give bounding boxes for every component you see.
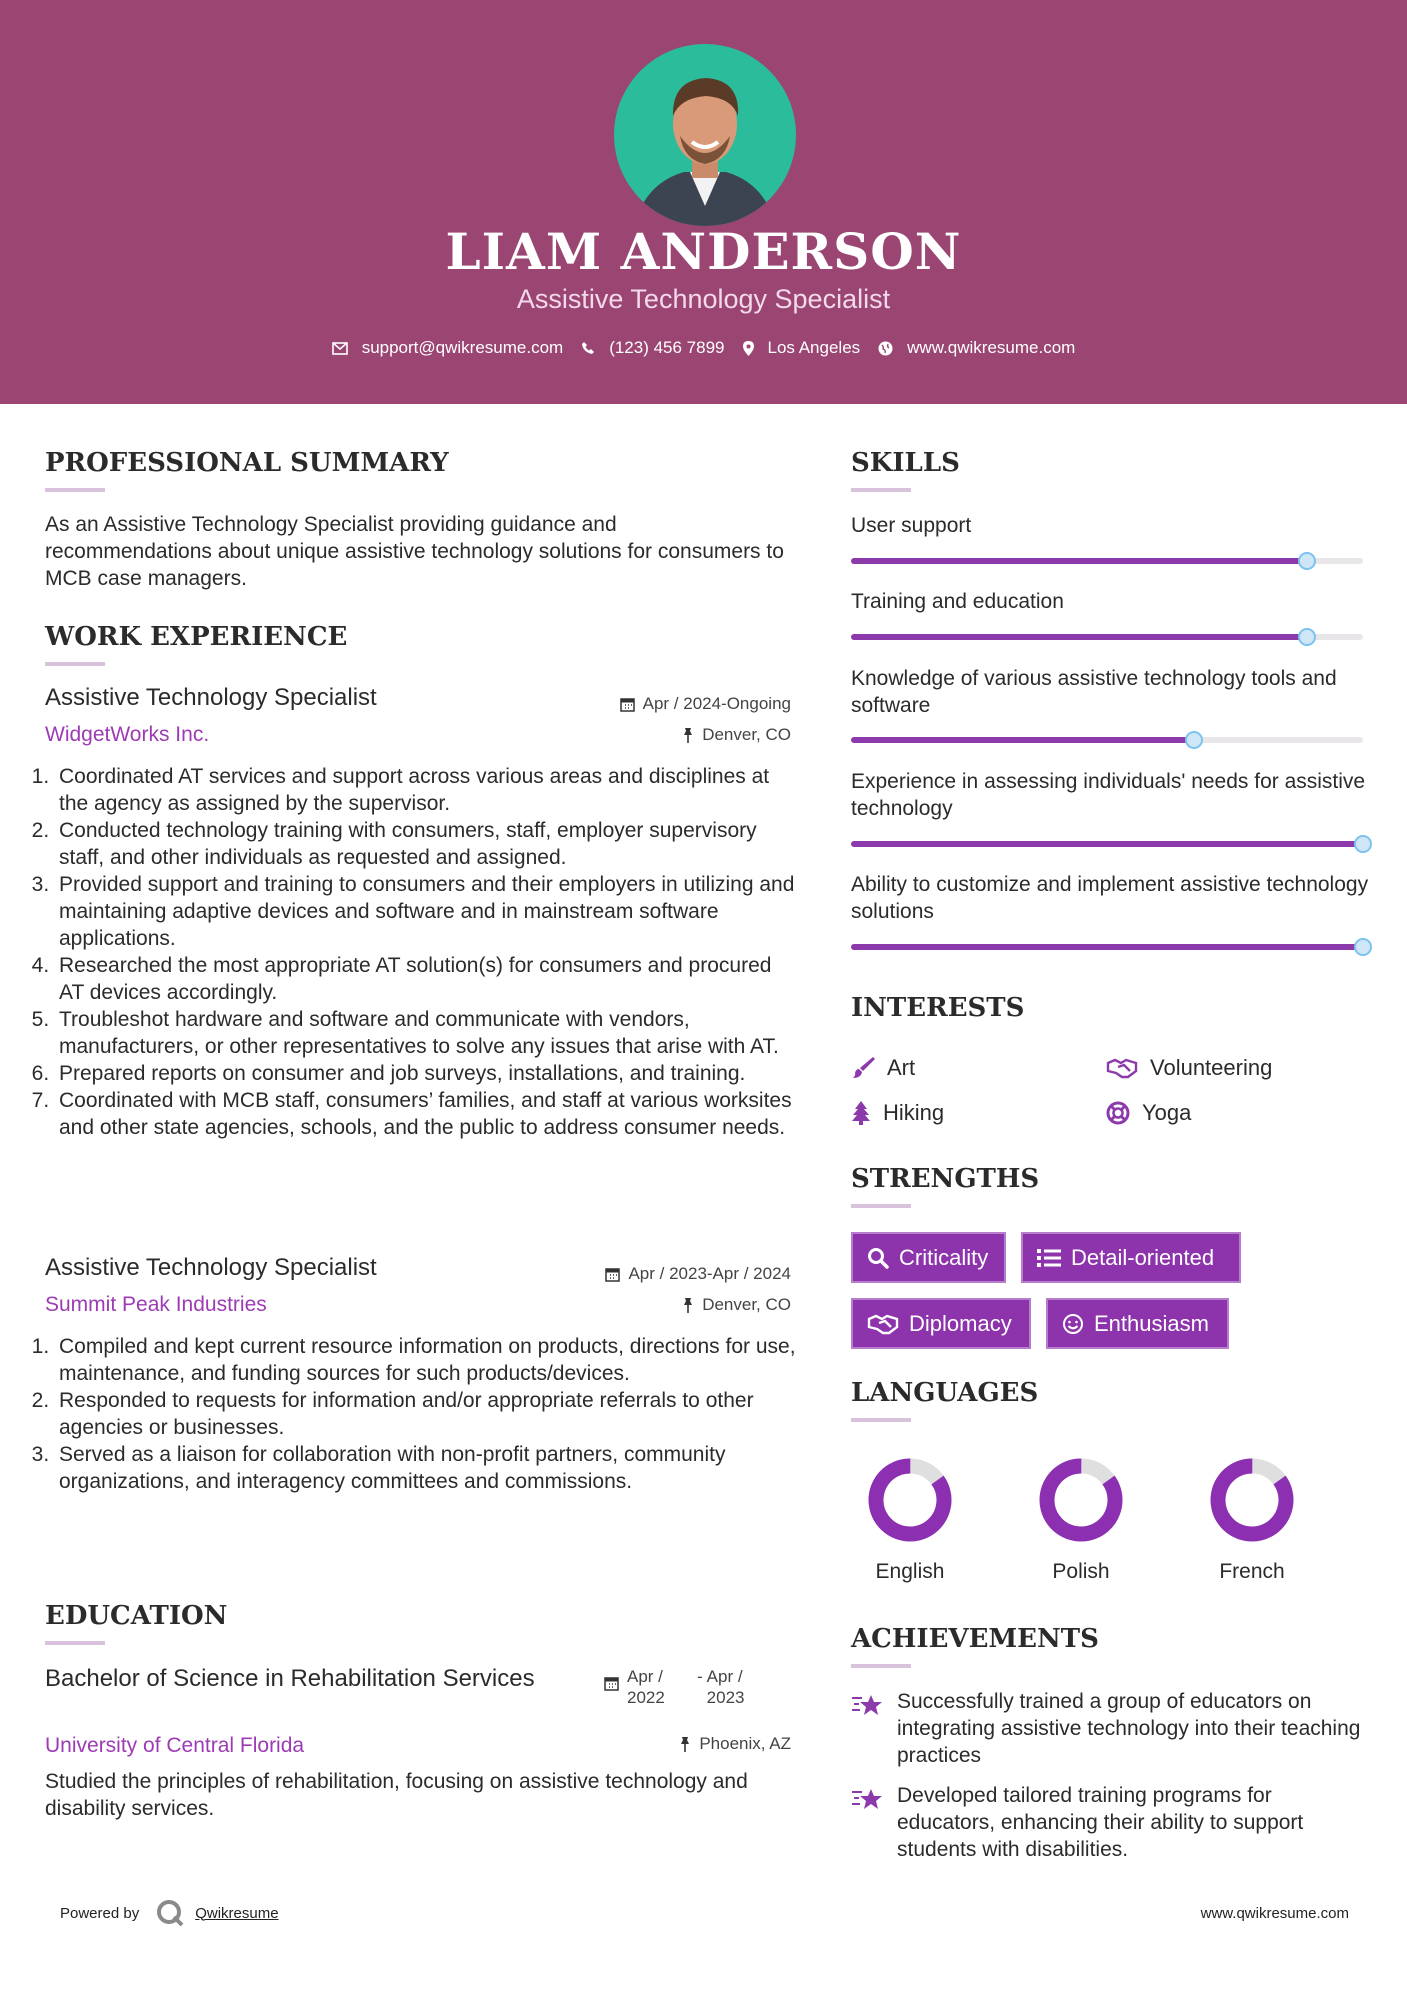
candidate-title: Assistive Technology Specialist xyxy=(516,284,891,314)
lifebuoy-icon xyxy=(1106,1101,1130,1125)
list-item: 2. Responded to requests for information and/or appropriate referrals to other agencies or businesses. xyxy=(55,1387,797,1441)
interest-label: Volunteering xyxy=(1150,1055,1273,1080)
magnifier-icon xyxy=(867,1247,889,1269)
powered-by-text: Powered by xyxy=(60,1904,140,1922)
summary-text: As an Assistive Technology Specialist providing guidance and recommendations about unique assistive technology solutions for consumers to MCB case managers. xyxy=(45,513,784,590)
list-item: 5. Troubleshot hardware and software and communicate with vendors, manufacturers, or other representatives to solve any issues that arise with AT. xyxy=(55,1006,797,1060)
list-item: 4. Researched the most appropriate AT solution(s) for consumers and procured AT devices accordingly. xyxy=(55,952,797,1006)
language-label: Polish xyxy=(1052,1560,1110,1583)
skill-2-bar xyxy=(851,634,1363,640)
candidate-name: LIAM ANDERSON xyxy=(445,222,962,281)
job-1-duties xyxy=(37,763,797,1141)
handshake-icon xyxy=(867,1313,899,1335)
interest-hiking xyxy=(851,1100,944,1126)
calendar-icon xyxy=(604,1676,619,1691)
job-1-date-text: Apr / 2024-Ongoing xyxy=(642,694,791,713)
strength-label: Enthusiasm xyxy=(1094,1310,1209,1336)
interests-heading: INTERESTS xyxy=(851,993,1025,1023)
skill-5-name: Ability to customize and implement assistive technology solutions xyxy=(851,873,1369,923)
job-2-duties xyxy=(37,1333,797,1495)
skill-3-name: Knowledge of various assistive technology tools and software xyxy=(851,667,1337,717)
interest-yoga xyxy=(1106,1100,1191,1126)
list-item: 7. Coordinated with MCB staff, consumers’ families, and staff at various worksites and other state agencies, schools, and the public to address consumer needs. xyxy=(55,1087,797,1141)
education-description: Studied the principles of rehabilitation, focusing on assistive technology and disability services. xyxy=(45,1770,748,1820)
strength-enthusiasm xyxy=(1046,1298,1229,1349)
skill-bar-knob xyxy=(1354,835,1372,853)
person-portrait-icon xyxy=(614,44,796,226)
strength-diplomacy xyxy=(851,1298,1031,1349)
language-label: French xyxy=(1219,1560,1285,1583)
contact-location xyxy=(743,338,861,358)
skill-bar-fill xyxy=(851,841,1363,847)
strengths-divider xyxy=(851,1204,911,1208)
job-2-location xyxy=(682,1295,791,1315)
language-french xyxy=(1192,1455,1312,1584)
skill-2-name: Training and education xyxy=(851,590,1064,613)
skill-4-bar xyxy=(851,841,1363,847)
location-text: Los Angeles xyxy=(767,338,861,357)
language-label: English xyxy=(875,1560,945,1583)
shooting-star-icon xyxy=(851,1786,885,1812)
interest-volunteering xyxy=(1106,1055,1272,1081)
pushpin-icon xyxy=(682,728,694,743)
skill-3-bar xyxy=(851,737,1363,743)
pushpin-icon xyxy=(682,1298,694,1313)
qwikresume-logo-icon xyxy=(155,1898,185,1928)
contact-email[interactable] xyxy=(332,338,564,358)
list-item: 3. Provided support and training to consumers and their employers in utilizing and maintaining adaptive devices and software and in mainstream software applications. xyxy=(55,871,797,952)
education-divider xyxy=(45,1641,105,1645)
list-item: 1. Coordinated AT services and support across various areas and disciplines at the agency as assigned by the supervisor. xyxy=(55,763,797,817)
language-level-donut xyxy=(1036,1455,1126,1545)
achievement-2 xyxy=(851,1782,1371,1863)
languages-heading: LANGUAGES xyxy=(851,1378,1039,1408)
job-1-location-text: Denver, CO xyxy=(702,725,791,744)
skill-bar-fill xyxy=(851,944,1363,950)
languages-divider xyxy=(851,1418,911,1422)
header xyxy=(0,0,1407,404)
handshake-icon xyxy=(1106,1057,1138,1079)
interest-label: Art xyxy=(887,1055,916,1080)
interest-label: Yoga xyxy=(1142,1100,1192,1125)
website-text: www.qwikresume.com xyxy=(907,338,1076,357)
education-start: Apr / 2022 xyxy=(627,1667,665,1707)
donut-fill xyxy=(1036,1455,1126,1545)
shooting-star-icon xyxy=(851,1692,885,1718)
globe-icon xyxy=(878,341,893,356)
work-divider xyxy=(45,662,105,666)
contact-phone[interactable] xyxy=(581,338,724,358)
paintbrush-icon xyxy=(851,1056,875,1080)
skill-bar-fill xyxy=(851,737,1194,743)
map-pin-icon xyxy=(743,341,754,356)
education-dates xyxy=(604,1666,759,1708)
skill-1-bar xyxy=(851,558,1363,564)
phone-text: (123) 456 7899 xyxy=(609,338,725,357)
smiley-icon xyxy=(1062,1313,1084,1335)
skill-bar-fill xyxy=(851,634,1307,640)
work-heading: WORK EXPERIENCE xyxy=(45,622,348,652)
phone-icon xyxy=(581,341,595,355)
calendar-icon xyxy=(620,697,635,712)
donut-fill xyxy=(865,1455,955,1545)
language-level-donut xyxy=(865,1455,955,1545)
pushpin-icon xyxy=(679,1737,691,1752)
education-school: University of Central Florida xyxy=(45,1734,305,1757)
envelope-icon xyxy=(332,342,348,355)
skill-4-name: Experience in assessing individuals' needs for assistive technology xyxy=(851,770,1366,820)
strengths-heading: STRENGTHS xyxy=(851,1164,1040,1194)
education-location-text: Phoenix, AZ xyxy=(699,1734,791,1753)
skill-bar-fill xyxy=(851,558,1307,564)
strength-label: Detail-oriented xyxy=(1071,1244,1215,1270)
interest-art xyxy=(851,1055,915,1081)
job-2-title: Assistive Technology Specialist xyxy=(45,1254,377,1281)
skill-bar-knob xyxy=(1185,731,1203,749)
contact-bar xyxy=(0,338,1407,358)
achievement-text: Developed tailored training programs for educators, enhancing their ability to support students with disabilities. xyxy=(897,1784,1304,1861)
strength-criticality xyxy=(851,1232,1006,1283)
strength-label: Criticality xyxy=(899,1244,989,1270)
summary-divider xyxy=(45,488,105,492)
job-2-location-text: Denver, CO xyxy=(702,1295,791,1314)
list-item: 1. Compiled and kept current resource information on products, directions for use, maintenance, and funding sources for such products/devices. xyxy=(55,1333,797,1387)
skill-bar-knob xyxy=(1298,552,1316,570)
achievement-1 xyxy=(851,1688,1371,1769)
date-separator: - xyxy=(697,1667,703,1686)
strength-detail-oriented xyxy=(1021,1232,1241,1283)
language-english xyxy=(850,1455,970,1584)
achievements-heading: ACHIEVEMENTS xyxy=(851,1624,1099,1654)
language-level-donut xyxy=(1207,1455,1297,1545)
qwikresume-link[interactable]: Qwikresume xyxy=(195,1904,279,1922)
language-polish xyxy=(1021,1455,1141,1584)
skill-bar-knob xyxy=(1298,628,1316,646)
summary-heading: PROFESSIONAL SUMMARY xyxy=(45,448,449,478)
footer-powered-by xyxy=(60,1898,279,1928)
job-1-date xyxy=(620,694,791,714)
job-2-company: Summit Peak Industries xyxy=(45,1293,267,1316)
list-item: 2. Conducted technology training with consumers, staff, employer supervisory staff, and other individuals as requested and assigned. xyxy=(55,817,797,871)
skill-5-bar xyxy=(851,944,1363,950)
interest-label: Hiking xyxy=(883,1100,945,1125)
calendar-icon xyxy=(605,1267,620,1282)
achievements-divider xyxy=(851,1664,911,1668)
job-1-company: WidgetWorks Inc. xyxy=(45,723,210,746)
education-end: Apr / 2023 xyxy=(706,1667,745,1707)
contact-website[interactable] xyxy=(878,338,1075,358)
list-icon xyxy=(1037,1248,1061,1268)
education-location xyxy=(679,1734,791,1754)
strength-label: Diplomacy xyxy=(909,1310,1012,1336)
achievement-text: Successfully trained a group of educators on integrating assistive technology into their teaching practices xyxy=(897,1690,1361,1767)
donut-fill xyxy=(1207,1455,1297,1545)
profile-photo xyxy=(614,44,796,226)
job-1-location xyxy=(682,725,791,745)
skills-divider xyxy=(851,488,911,492)
education-heading: EDUCATION xyxy=(45,1601,228,1631)
skill-1-name: User support xyxy=(851,514,972,537)
footer-website[interactable]: www.qwikresume.com xyxy=(1200,1905,1349,1922)
job-2-date-text: Apr / 2023-Apr / 2024 xyxy=(628,1264,791,1283)
education-degree: Bachelor of Science in Rehabilitation Services xyxy=(45,1665,535,1692)
skills-heading: SKILLS xyxy=(851,448,960,478)
list-item: 3. Served as a liaison for collaboration with non-profit partners, community organizations, and interagency committees and commissions. xyxy=(55,1441,797,1495)
list-item: 6. Prepared reports on consumer and job surveys, installations, and training. xyxy=(55,1060,797,1087)
job-2-date xyxy=(605,1264,791,1284)
tree-icon xyxy=(851,1101,871,1125)
skill-bar-knob xyxy=(1354,938,1372,956)
email-text: support@qwikresume.com xyxy=(361,338,564,357)
job-1-title: Assistive Technology Specialist xyxy=(45,684,377,711)
